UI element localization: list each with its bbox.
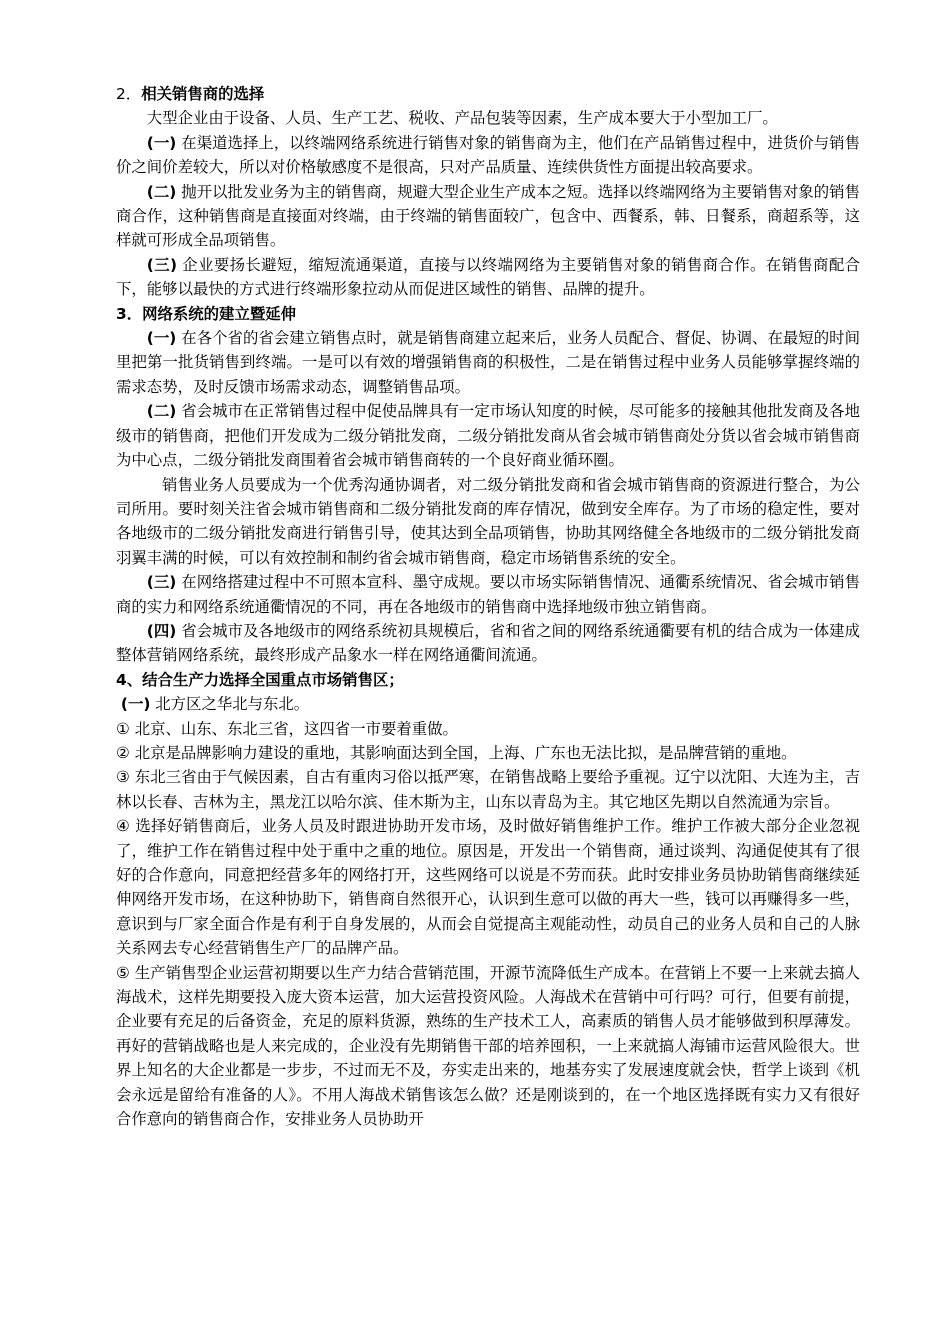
section-3-para-2b: 销售业务人员要成为一个优秀沟通协调者，对二级分销批发商和省会城市销售商的资源进行整合，为公司所用。要时刻关注省会城市销售商和二级分销批发商的库存情况，做到安全库存。为了市场的稳定性，要对各地级市的二级分销批发商进行销售引导，使其达到全品项销售，协助其网络健全各地级市的二级分销批发商羽翼丰满的时候，可以有效控制和制约省会城市销售商，稳定市场销售系统的安全。: [116, 475, 860, 567]
section-4-item-4: ④ 选择好销售商后，业务人员及时跟进协助开发市场，及时做好销售维护工作。维护工作被大部分企业忽视了，维护工作在销售过程中处于重中之重的地位。原因是，开发出一个销售商，通过谈判、沟通促使其有了很好的合作意向，同意把经营多年的网络打开，这些网络可以说是不劳而获。此时安排业务员协助销售商继续延伸网络开发市场，在这种协助下，销售商自然很开心，认识到生意可以做的再大一些，钱可以再赚得多一些，意识到与厂家全面合作是有利于自身发展的，从而会自觉提高主观能动性，动员自己的业务人员和自己的人脉关系网去专心经营销售生产厂的品牌产品。: [116, 817, 860, 958]
section-3-para-1: (一) 在各个省的省会建立销售点时，就是销售商建立起来后，业务人员配合、督促、协调、在最短的时间里把第一批货销售到终端。一是可以有效的增强销售商的积极性，二是在销售过程中业务人员能够掌握终端的需求态势，及时反馈市场需求动态，调整销售品项。: [116, 329, 860, 396]
section-4-heading: 4、结合生产力选择全国重点市场销售区；: [116, 670, 404, 689]
section-2-heading: 2．相关销售商的选择: [116, 85, 265, 103]
section-4-item-5: ⑤ 生产销售型企业运营初期要以生产力结合营销范围，开源节流降低生产成本。在营销上不要一上来就去搞人海战术，这样先期要投入庞大资本运营，加大运营投资风险。人海战术在营销中可行吗？可行，但要有前提，企业要有充足的后备资金，充足的原料货源，熟练的生产技术工人，高素质的销售人员才能够做到积厚薄发。再好的营销战略也是人来完成的，企业没有先期销售干部的培养囤积，一上来就搞人海铺市运营风险很大。世界上知名的大企业都是一步步，不过而无不及，夯实走出来的，地基夯实了发展速度就会快，哲学上谈到《机会永远是留给有准备的人》。不用人海战术销售该怎么做？还是刚谈到的，在一个地区选择既有实力又有很好合作意向的销售商合作，安排业务人员协助开: [116, 963, 860, 1129]
section-4-subheading: (一) 北方区之华北与东北。: [120, 695, 310, 714]
section-3-heading: 3．网络系统的建立暨延伸: [116, 304, 297, 323]
section-3-para-2: (二) 省会城市在正常销售过程中促使品牌具有一定市场认知度的时候，尽可能多的接触其他批发商及各地级市的销售商，把他们开发成为二级分销批发商，二级分销批发商从省会城市销售商处分货以省会城市销售商为中心点，二级分销批发商围着省会城市销售商转的一个良好商业循环圈。: [116, 402, 860, 470]
section-4-item-3: ③ 东北三省由于气候因素，自古有重肉习俗以抵严寒，在销售战略上要给予重视。辽宁以沈阳、大连为主，吉林以长春、吉林为主，黑龙江以哈尔滨、佳木斯为主，山东以青岛为主。其它地区先期以自然流通为宗旨。: [116, 768, 860, 811]
section-3-para-3: (三) 在网络搭建过程中不可照本宣科、墨守成规。要以市场实际销售情况、通衢系统情况、省会城市销售商的实力和网络系统通衢情况的不同，再在各地级市的销售商中选择地级市独立销售商。: [116, 573, 860, 616]
section-4-item-1: ① 北京、山东、东北三省，这四省一市要着重做。: [116, 719, 458, 738]
section-2-intro: 大型企业由于设备、人员、生产工艺、税收、产品包装等因素，生产成本要大于小型加工厂。: [146, 109, 778, 128]
section-2-para-3: (三) 企业要扬长避短，缩短流通渠道，直接与以终端网络为主要销售对象的销售商合作。在销售商配合下，能够以最快的方式进行终端形象拉动从而促进区域性的销售、品牌的提升。: [116, 255, 860, 299]
document-page: [116, 82, 860, 1131]
section-2-para-1: (一) 在渠道选择上，以终端网络系统进行销售对象的销售商为主，他们在产品销售过程中，进货价与销售价之间价差较大，所以对价格敏感度不是很高，只对产品质量、连续供货性方面提出较高要求。: [116, 133, 860, 177]
section-4-item-2: ② 北京是品牌影响力建设的重地，其影响面达到全国，上海、广东也无法比拟，是品牌营销的重地。: [116, 743, 797, 762]
section-2-para-2: (二) 抛开以批发业务为主的销售商，规避大型企业生产成本之短。选择以终端网络为主要销售对象的销售商合作，这种销售商是直接面对终端，由于终端的销售面较广，包含中、西餐系，韩、日餐系，商超系等，这样就可形成全品项销售。: [116, 182, 860, 250]
section-3-para-4: (四) 省会城市及各地级市的网络系统初具规模后，省和省之间的网络系统通衢要有机的结合成为一体建成整体营销网络系统，最终形成产品象水一样在网络通衢间流通。: [116, 621, 860, 665]
